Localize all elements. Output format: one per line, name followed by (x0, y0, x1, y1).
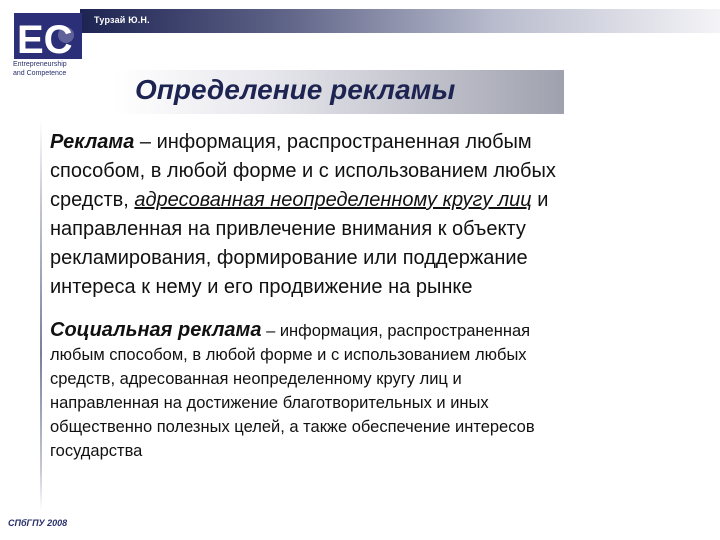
definition-line (50, 186, 690, 215)
header-bar (80, 9, 720, 33)
logo-caption-line1: Entrepreneurship (13, 61, 67, 68)
definition-line (50, 318, 690, 343)
definition-line: способом, в любой форме и с использованием любых (50, 160, 556, 182)
logo-caption-line2: and Competence (13, 70, 67, 77)
definition-social-advertising (50, 318, 690, 463)
definition-line: средств, адресованная неопределенному кругу лиц и (50, 370, 462, 388)
definition-text: – информация, распространенная любым (134, 131, 532, 153)
logo-mark: EC (17, 18, 73, 62)
definition-line (50, 128, 690, 157)
definition-term: Социальная реклама (50, 319, 262, 341)
definition-line: общественно полезных целей, а также обеспечение интересов (50, 418, 535, 436)
author-name: Турзай Ю.Н. (94, 15, 150, 25)
definition-text: и (531, 189, 549, 211)
footer-label: СПбГПУ 2008 (8, 518, 68, 528)
page-title: Определение рекламы (135, 74, 456, 105)
logo-caption (13, 60, 83, 78)
definition-line: государства (50, 442, 143, 460)
definition-term: Реклама (50, 131, 135, 153)
emphasized-phrase: адресованная неопределенному кругу лиц (134, 189, 532, 211)
definition-advertising (50, 128, 690, 302)
definition-line: интереса к нему и его продвижение на рынке (50, 276, 473, 298)
definition-line: направленная на привлечение внимания к объекту (50, 218, 526, 240)
definition-line: рекламирования, формирование или поддержание (50, 247, 528, 269)
definition-text: – информация, распространенная (261, 322, 531, 340)
left-divider (40, 120, 42, 510)
definition-text: средств, (50, 189, 135, 211)
definition-line: направленная на достижение благотворительных и иных (50, 394, 489, 412)
definition-line: любым способом, в любой форме и с использованием любых (50, 346, 527, 364)
